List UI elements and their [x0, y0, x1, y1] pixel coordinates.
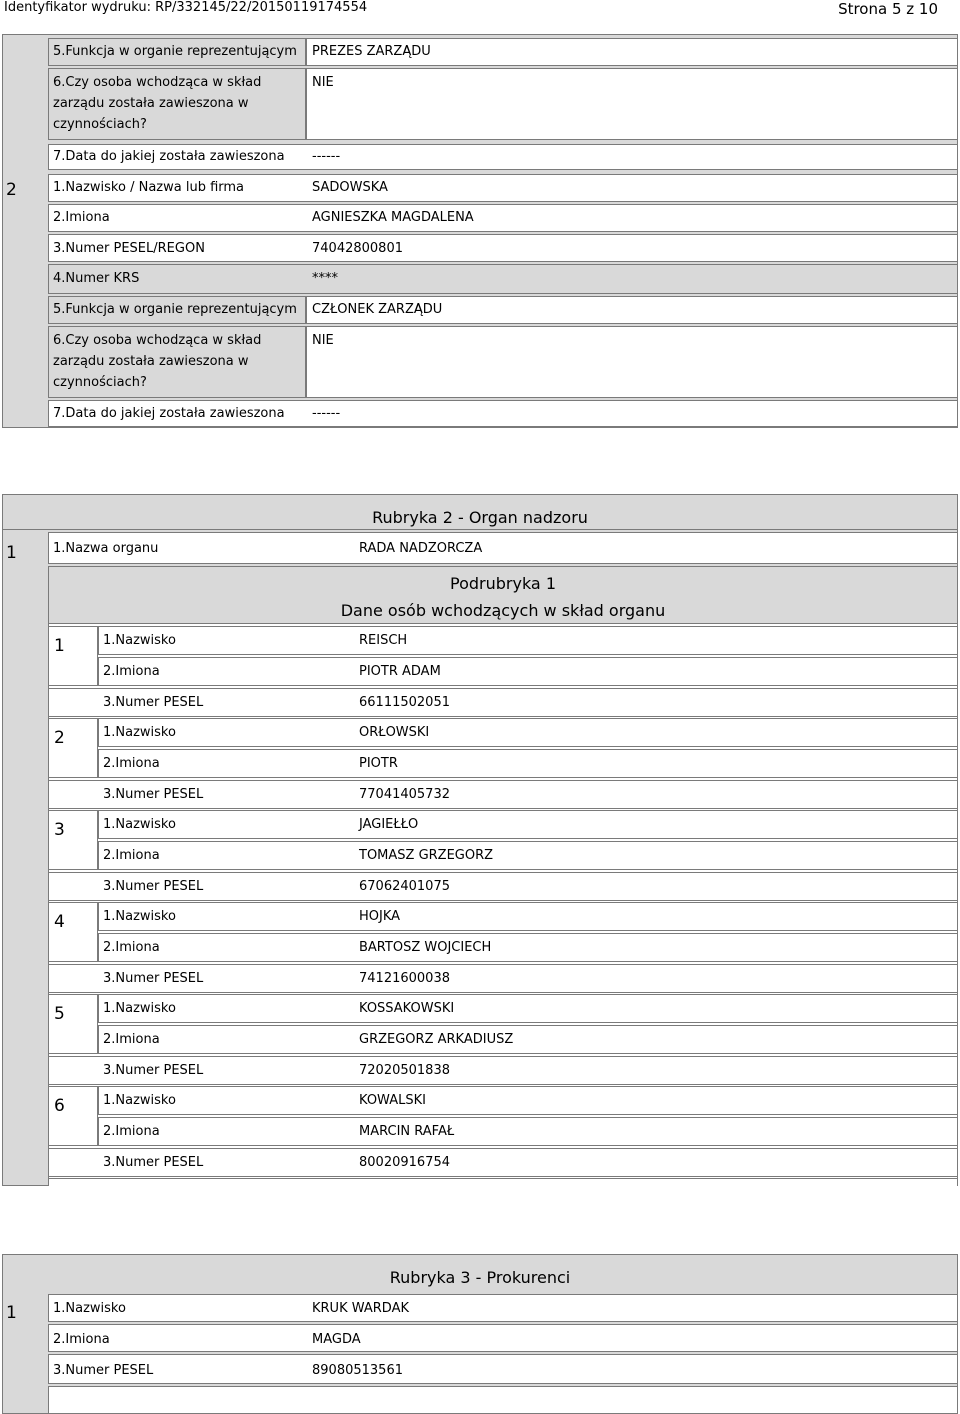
member-names-label: 2.Imiona [103, 756, 160, 771]
member-surname-row [98, 718, 958, 747]
pesel-label: 3.Numer PESEL/REGON [53, 241, 205, 256]
organ-row [48, 532, 958, 564]
names-label: 2.Imiona [53, 210, 110, 225]
member-surname-row [98, 902, 958, 931]
member-surname-label: 1.Nazwisko [103, 633, 176, 648]
member-index: 5 [54, 1004, 65, 1024]
member-surname-row [98, 810, 958, 839]
suspended-value: NIE [312, 75, 334, 90]
rubryka2-title: Rubryka 2 - Organ nadzoru [372, 508, 588, 527]
member-surname-label: 1.Nazwisko [103, 1001, 176, 1016]
member-surname-row [98, 1086, 958, 1115]
member-pesel-value: 77041405732 [359, 787, 450, 802]
member-pesel-value: 72020501838 [359, 1063, 450, 1078]
member-names-row [98, 657, 958, 686]
person-index: 2 [6, 180, 17, 200]
r6-value-cell [306, 68, 958, 140]
subsection-subtitle: Dane osób wchodzących w skład organu [340, 601, 666, 620]
pesel-value: 74042800801 [312, 241, 403, 256]
member-names-value: PIOTR ADAM [359, 664, 441, 679]
krs-row [48, 264, 958, 294]
names-value: AGNIESZKA MAGDALENA [312, 210, 474, 225]
proxy-pesel-value: 89080513561 [312, 1363, 403, 1378]
member-surname-value: HOJKA [359, 909, 401, 924]
surname-value: SADOWSKA [312, 180, 388, 195]
member-surname-value: JAGIEŁŁO [359, 817, 419, 832]
names-row [48, 204, 958, 232]
member-names-row [98, 1117, 958, 1146]
member-names-label: 2.Imiona [103, 940, 160, 955]
proxy-surname-label: 1.Nazwisko [53, 1301, 126, 1316]
proxy-tail [48, 1386, 958, 1413]
member-names-label: 2.Imiona [103, 1032, 160, 1047]
member-names-value: PIOTR [359, 756, 398, 771]
proxy-pesel-row [48, 1354, 958, 1384]
suspension-date-label: 7.Data do jakiej została zawieszona [53, 406, 285, 421]
suspension-date-label: 7.Data do jakiej została zawieszona [53, 149, 285, 164]
rubryka3-title: Rubryka 3 - Prokurenci [389, 1268, 571, 1287]
function-value: CZŁONEK ZARZĄDU [312, 302, 443, 317]
member-surname-value: ORŁOWSKI [359, 725, 430, 740]
proxy-surname-row [48, 1294, 958, 1322]
krs-label: 4.Numer KRS [53, 271, 140, 286]
member-index: 6 [54, 1096, 65, 1116]
member-pesel-label: 3.Numer PESEL [103, 879, 204, 894]
member-surname-value: REISCH [359, 633, 408, 648]
organ-index: 1 [6, 543, 17, 563]
suspension-date-value: ------ [312, 149, 341, 164]
member-surname-row [98, 994, 958, 1023]
function-value: PREZES ZARZĄDU [312, 44, 431, 59]
member-pesel-label: 3.Numer PESEL [103, 1155, 204, 1170]
member-pesel-label: 3.Numer PESEL [103, 971, 204, 986]
member-pesel-value: 67062401075 [359, 879, 450, 894]
surname-label: 1.Nazwisko / Nazwa lub firma [53, 180, 245, 195]
member-index-cell [48, 810, 98, 870]
member-surname-label: 1.Nazwisko [103, 1093, 176, 1108]
member-names-label: 2.Imiona [103, 664, 160, 679]
proxy-index: 1 [6, 1303, 17, 1323]
suspended-value-cell [306, 326, 958, 398]
member-pesel-label: 3.Numer PESEL [103, 787, 204, 802]
member-names-value: BARTOSZ WOJCIECH [359, 940, 492, 955]
member-index: 3 [54, 820, 65, 840]
proxy-surname-value: KRUK WARDAK [312, 1301, 409, 1316]
member-surname-label: 1.Nazwisko [103, 909, 176, 924]
member-surname-label: 1.Nazwisko [103, 725, 176, 740]
member-pesel-label: 3.Numer PESEL [103, 1063, 204, 1078]
member-names-value: GRZEGORZ ARKADIUSZ [359, 1032, 514, 1047]
print-identifier: Identyfikator wydruku: RP/332145/22/20150119174554 [4, 0, 368, 15]
suspended-value: NIE [312, 333, 334, 348]
proxy-names-value: MAGDA [312, 1332, 361, 1347]
member-names-label: 2.Imiona [103, 848, 160, 863]
organ-label: 1.Nazwa organu [53, 541, 159, 556]
member-names-value: TOMASZ GRZEGORZ [359, 848, 494, 863]
member-index: 1 [54, 636, 65, 656]
page-number: Strona 5 z 10 [838, 0, 938, 18]
krs-value: **** [312, 271, 338, 286]
member-pesel-value: 74121600038 [359, 971, 450, 986]
member-surname-row [98, 626, 958, 655]
member-names-value: MARCIN RAFAŁ [359, 1124, 455, 1139]
section-footer [48, 1178, 958, 1186]
suspended-label: 6.Czy osoba wchodząca w skład zarządu została zawieszona w czynnościach? [53, 333, 262, 390]
member-names-row [98, 1025, 958, 1054]
member-index-cell [48, 902, 98, 962]
member-surname-value: KOWALSKI [359, 1093, 426, 1108]
suspension-date-value: ------ [312, 406, 341, 421]
function-label: 5.Funkcja w organie reprezentującym [53, 302, 297, 317]
member-index-cell [48, 1086, 98, 1146]
organ-value: RADA NADZORCZA [359, 541, 483, 556]
member-surname-value: KOSSAKOWSKI [359, 1001, 455, 1016]
member-pesel-label: 3.Numer PESEL [103, 695, 204, 710]
suspended-label: 6.Czy osoba wchodząca w skład zarządu została zawieszona w czynnościach? [53, 75, 262, 132]
member-names-row [98, 933, 958, 962]
member-names-row [98, 749, 958, 778]
member-surname-label: 1.Nazwisko [103, 817, 176, 832]
member-pesel-value: 66111502051 [359, 695, 450, 710]
member-names-label: 2.Imiona [103, 1124, 160, 1139]
proxy-names-row [48, 1324, 958, 1352]
member-index-cell [48, 718, 98, 778]
proxy-pesel-label: 3.Numer PESEL [53, 1363, 154, 1378]
member-pesel-value: 80020916754 [359, 1155, 450, 1170]
member-index-cell [48, 994, 98, 1054]
member-index-cell [48, 626, 98, 686]
member-index: 2 [54, 728, 65, 748]
member-names-row [98, 841, 958, 870]
member-index: 4 [54, 912, 65, 932]
function-label: 5.Funkcja w organie reprezentującym [53, 44, 297, 59]
subsection-title: Podrubryka 1 [450, 574, 556, 593]
proxy-names-label: 2.Imiona [53, 1332, 110, 1347]
